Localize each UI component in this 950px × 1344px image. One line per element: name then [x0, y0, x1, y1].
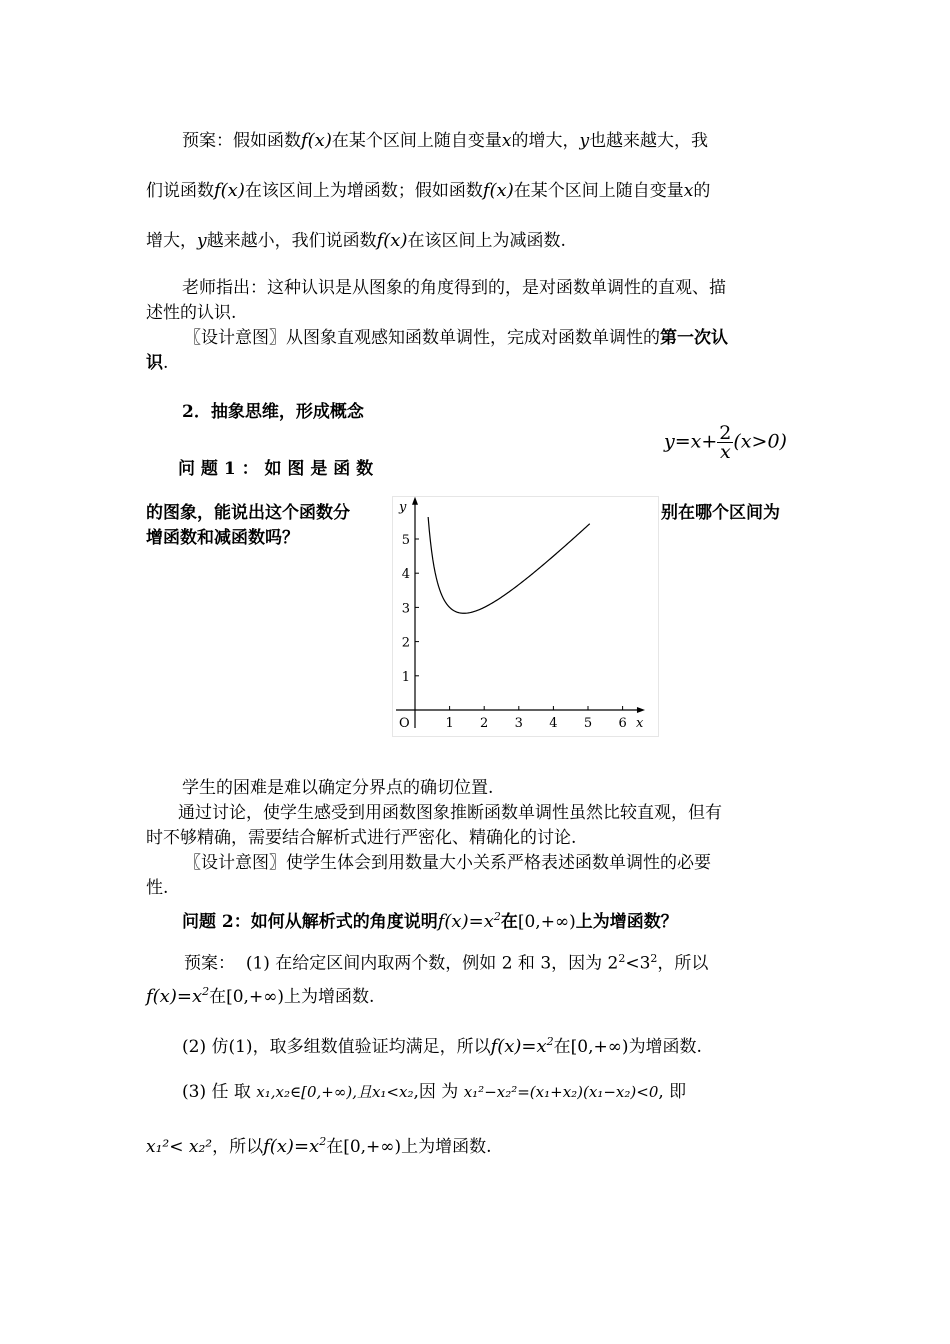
text: 的增大，: [511, 131, 580, 151]
text: 在该区间上为减函数.: [407, 231, 566, 251]
var-x: x: [683, 181, 694, 201]
text: 在某个区间上随自变量: [513, 181, 684, 201]
x-tick-label: 5: [583, 716, 593, 731]
text: 预案：: [184, 953, 235, 974]
fx-expr: f(x): [376, 230, 408, 251]
y-axis-label: y: [399, 499, 407, 515]
p1-line3: [146, 228, 806, 254]
emphasis: 识: [146, 353, 163, 373]
p4-line1: 学生的困难是难以确定分界点的确切位置.: [182, 778, 494, 798]
interval: [0,+∞): [517, 912, 576, 932]
text: <3: [625, 953, 651, 974]
text: 的: [693, 181, 711, 201]
fx-expr: [491, 1036, 554, 1057]
p2-line2: 述性的认识.: [146, 303, 237, 323]
x-tick-label: 3: [514, 716, 523, 731]
q1-line1: 问 题 1 ： 如 图 是 函 数: [178, 459, 374, 479]
text: (3) 任 取: [182, 1082, 251, 1102]
p6-line1: 〖设计意图〗使学生体会到用数量大小关系严格表述函数单调性的必要: [184, 853, 711, 873]
fx-expr: f(x): [482, 180, 514, 201]
text: 在该区间上为增函数；假如函数: [244, 181, 483, 201]
interval: [0,+∞): [343, 1137, 402, 1157]
var-y: y: [197, 231, 207, 251]
graph-frame: [393, 497, 659, 737]
text: 上为增函数？: [575, 912, 678, 932]
q1-line3: 增函数和减函数吗？: [146, 528, 299, 548]
denominator: x: [719, 441, 731, 463]
x-tick-label: 4: [549, 716, 558, 731]
text: 预案：假如函数: [182, 131, 301, 151]
y-axis-arrow: [412, 497, 418, 505]
exponent: 2: [493, 910, 501, 923]
y-tick-label: 5: [401, 533, 410, 548]
fx-expr: [146, 986, 209, 1007]
text: 问题 2：如何从解析式的角度说明: [182, 912, 438, 932]
interval: [0,+∞): [570, 1037, 629, 1057]
text: 在: [553, 1037, 571, 1057]
fx-expr: f(x): [214, 180, 245, 201]
text: , 即: [658, 1082, 687, 1102]
text: 们说函数: [146, 181, 214, 201]
p5-line1: 通过讨论，使学生感受到用函数图象推断函数单调性虽然比较直观，但有: [178, 803, 722, 823]
var-y: y: [579, 131, 590, 151]
function-curve: [428, 517, 590, 613]
text: 增大，: [146, 231, 197, 251]
text: 上为增函数.: [283, 987, 375, 1007]
text: 在: [326, 1137, 344, 1157]
function-graph: [392, 496, 660, 738]
fx-expr: [438, 911, 501, 932]
p6-line2: 性.: [146, 878, 169, 898]
text: ,因 为: [413, 1082, 459, 1102]
p3-line2: [146, 350, 806, 376]
text: 上为增函数.: [401, 1137, 492, 1157]
q1-line2a: 的图象，能说出这个函数分: [146, 503, 350, 523]
domain-condition: (x>0): [733, 430, 787, 453]
s3-line2: [146, 1129, 806, 1160]
p1-line1: [146, 128, 806, 154]
y-tick-label: 4: [401, 567, 410, 583]
var-range: x₁,x₂∈[0,+∞),且x₁<x₂: [256, 1083, 414, 1101]
x-tick-label: 6: [618, 716, 627, 731]
y-tick-label: 1: [401, 669, 410, 685]
text: 在: [209, 987, 227, 1007]
text: 在: [500, 912, 518, 932]
exponent: 2: [202, 985, 210, 998]
difference-expr: x₁²−x₂²=(x₁+x₂)(x₁−x₂)<0: [463, 1083, 659, 1101]
s3-line1: [182, 1079, 806, 1105]
exponent: 2: [618, 952, 626, 965]
text: 越来越小，我们说函数: [206, 231, 377, 251]
emphasis: 第一次认: [660, 328, 728, 348]
p2-line1: 老师指出：这种认识是从图象的角度得到的，是对函数单调性的直观、描: [182, 278, 726, 298]
fx-base: f(x)=x: [146, 986, 203, 1007]
q2-line: [182, 904, 842, 935]
interval: [0,+∞): [226, 987, 284, 1007]
exponent: 2: [650, 952, 658, 965]
fx-base: f(x)=x: [437, 911, 494, 932]
text: 也越来越大，我: [589, 131, 709, 151]
var-x: x: [501, 131, 512, 151]
s1-line1: [146, 946, 806, 977]
fx-base: f(x)=x: [490, 1036, 547, 1057]
text: (1) 在给定区间内取两个数，例如 2 和 3，因为 2: [245, 953, 619, 974]
p3-line1: [146, 325, 806, 351]
y-tick-label: 2: [401, 635, 410, 651]
fx-base: f(x)=x: [263, 1136, 320, 1157]
numerator: 2: [719, 422, 732, 444]
origin-label: O: [399, 716, 410, 731]
p5-line2: 时不够精确，需要结合解析式进行严密化、精确化的讨论.: [146, 828, 577, 848]
text: 〖设计意图〗从图象直观感知函数单调性，完成对函数单调性的: [184, 328, 660, 348]
x-tick-label: 2: [480, 716, 489, 731]
formula-lhs: y=x+: [664, 430, 718, 453]
s1-line2: [146, 979, 806, 1010]
x-axis-label: x: [635, 716, 644, 731]
text: ，所以: [657, 953, 709, 974]
p1-line2: [146, 178, 806, 204]
text: .: [163, 353, 169, 373]
fx-expr: [263, 1136, 326, 1157]
q1-line2b: 别在哪个区间为: [661, 503, 780, 523]
section-title: 2．抽象思维，形成概念: [182, 402, 364, 422]
exponent: 2: [546, 1035, 554, 1048]
fx-expr: f(x): [301, 130, 332, 151]
text: ，所以: [212, 1137, 264, 1157]
y-ticks: [402, 533, 419, 685]
text: 为增函数.: [628, 1037, 702, 1057]
text: (2) 仿(1)，取多组数值验证均满足，所以: [182, 1037, 491, 1057]
inequality-expr: x₁²< x₂²: [146, 1137, 213, 1157]
y-tick-label: 3: [401, 601, 410, 617]
x-tick-label: 1: [445, 716, 454, 731]
s2-line: [182, 1029, 842, 1060]
exponent: 2: [319, 1135, 327, 1148]
text: 在某个区间上随自变量: [331, 131, 502, 151]
x-axis-arrow: [637, 707, 645, 713]
